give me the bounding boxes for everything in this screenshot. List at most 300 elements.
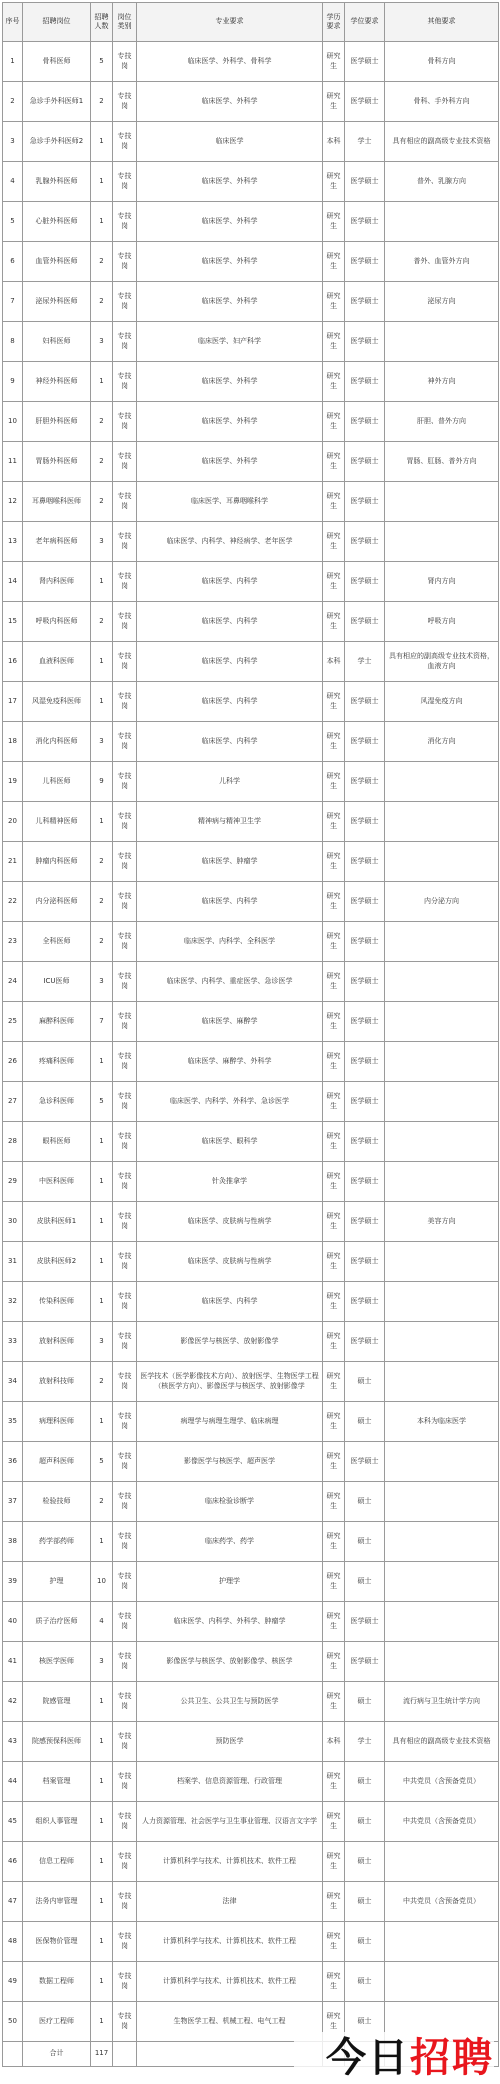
row-education: 研究生 xyxy=(323,602,345,642)
row-count: 2 xyxy=(91,482,113,522)
table-row xyxy=(3,562,499,602)
row-education: 研究生 xyxy=(323,1842,345,1882)
table-row xyxy=(3,1842,499,1882)
row-category: 专技岗 xyxy=(113,562,137,602)
row-index: 45 xyxy=(3,1802,23,1842)
row-degree: 医学硕士 xyxy=(345,242,385,282)
total-empty-cell xyxy=(113,2042,137,2067)
row-index: 11 xyxy=(3,442,23,482)
row-education: 研究生 xyxy=(323,1202,345,1242)
row-category: 专技岗 xyxy=(113,1362,137,1402)
row-category: 专技岗 xyxy=(113,1922,137,1962)
row-index: 24 xyxy=(3,962,23,1002)
row-major: 临床医学、外科学 xyxy=(137,202,323,242)
row-degree: 医学硕士 xyxy=(345,482,385,522)
row-degree: 医学硕士 xyxy=(345,362,385,402)
table-row xyxy=(3,1282,499,1322)
row-count: 2 xyxy=(91,282,113,322)
row-major: 针灸推拿学 xyxy=(137,1162,323,1202)
table-row xyxy=(3,1762,499,1802)
row-position: 急诊手外科医师1 xyxy=(23,82,91,122)
row-category: 专技岗 xyxy=(113,1522,137,1562)
row-index: 48 xyxy=(3,1922,23,1962)
row-index: 34 xyxy=(3,1362,23,1402)
row-category: 专技岗 xyxy=(113,322,137,362)
row-education: 研究生 xyxy=(323,1122,345,1162)
table-row xyxy=(3,1362,499,1402)
row-category: 专技岗 xyxy=(113,1562,137,1602)
row-index: 20 xyxy=(3,802,23,842)
row-degree: 医学硕士 xyxy=(345,322,385,362)
row-education: 研究生 xyxy=(323,1402,345,1442)
row-category: 专技岗 xyxy=(113,722,137,762)
row-education: 研究生 xyxy=(323,1882,345,1922)
row-index: 13 xyxy=(3,522,23,562)
watermark-text-today: 今日 xyxy=(326,2035,410,2081)
row-other: 消化方向 xyxy=(385,722,499,762)
row-index: 37 xyxy=(3,1482,23,1522)
row-index: 50 xyxy=(3,2002,23,2042)
row-degree: 学士 xyxy=(345,1722,385,1762)
row-major: 临床医学、外科学 xyxy=(137,82,323,122)
row-other: 神外方向 xyxy=(385,362,499,402)
row-education: 研究生 xyxy=(323,202,345,242)
row-other: 中共党员（含预备党员） xyxy=(385,1802,499,1842)
row-category: 专技岗 xyxy=(113,762,137,802)
row-degree: 医学硕士 xyxy=(345,402,385,442)
row-category: 专技岗 xyxy=(113,1602,137,1642)
row-count: 2 xyxy=(91,242,113,282)
row-category: 专技岗 xyxy=(113,1762,137,1802)
table-row xyxy=(3,1962,499,2002)
table-row xyxy=(3,1682,499,1722)
row-major: 临床医学、皮肤病与性病学 xyxy=(137,1202,323,1242)
row-category: 专技岗 xyxy=(113,642,137,682)
row-position: 眼科医师 xyxy=(23,1122,91,1162)
row-education: 研究生 xyxy=(323,1242,345,1282)
row-education: 研究生 xyxy=(323,1762,345,1802)
row-index: 23 xyxy=(3,922,23,962)
row-count: 1 xyxy=(91,202,113,242)
row-degree: 医学硕士 xyxy=(345,202,385,242)
row-major: 临床医学、皮肤病与性病学 xyxy=(137,1242,323,1282)
row-count: 3 xyxy=(91,1322,113,1362)
row-count: 1 xyxy=(91,1282,113,1322)
row-major: 临床医学、内科学、外科学、急诊医学 xyxy=(137,1082,323,1122)
row-major: 临床医学 xyxy=(137,122,323,162)
row-degree: 医学硕士 xyxy=(345,1642,385,1682)
row-category: 专技岗 xyxy=(113,842,137,882)
table-row xyxy=(3,1082,499,1122)
row-other xyxy=(385,482,499,522)
row-education: 研究生 xyxy=(323,722,345,762)
row-education: 研究生 xyxy=(323,1002,345,1042)
row-education: 研究生 xyxy=(323,1602,345,1642)
row-position: 皮肤科医师2 xyxy=(23,1242,91,1282)
row-other: 流行病与卫生统计学方向 xyxy=(385,1682,499,1722)
row-count: 1 xyxy=(91,122,113,162)
row-other xyxy=(385,1122,499,1162)
row-category: 专技岗 xyxy=(113,82,137,122)
table-row xyxy=(3,1522,499,1562)
row-education: 研究生 xyxy=(323,1922,345,1962)
row-major: 公共卫生、公共卫生与预防医学 xyxy=(137,1682,323,1722)
total-count: 117 xyxy=(91,2042,113,2067)
row-category: 专技岗 xyxy=(113,402,137,442)
row-degree: 硕士 xyxy=(345,1362,385,1402)
table-header-row xyxy=(3,3,499,42)
row-education: 研究生 xyxy=(323,522,345,562)
row-degree: 医学硕士 xyxy=(345,1042,385,1082)
row-count: 1 xyxy=(91,1882,113,1922)
row-position: 儿科医师 xyxy=(23,762,91,802)
table-row xyxy=(3,1042,499,1082)
row-position: 检验技师 xyxy=(23,1482,91,1522)
row-index: 3 xyxy=(3,122,23,162)
row-major: 临床医学、麻醉学、外科学 xyxy=(137,1042,323,1082)
row-position: 内分泌科医师 xyxy=(23,882,91,922)
row-position: 中医科医师 xyxy=(23,1162,91,1202)
row-index: 17 xyxy=(3,682,23,722)
row-other xyxy=(385,202,499,242)
col-header-category: 岗位类别 xyxy=(113,3,137,42)
row-other xyxy=(385,1282,499,1322)
row-education: 研究生 xyxy=(323,562,345,602)
row-other xyxy=(385,1922,499,1962)
row-major: 临床医学、内科学 xyxy=(137,562,323,602)
row-other xyxy=(385,1322,499,1362)
row-category: 专技岗 xyxy=(113,922,137,962)
row-count: 1 xyxy=(91,1402,113,1442)
row-other xyxy=(385,1562,499,1602)
row-category: 专技岗 xyxy=(113,1322,137,1362)
row-other: 呼吸方向 xyxy=(385,602,499,642)
table-row xyxy=(3,1402,499,1442)
row-major: 临床医学、内科学 xyxy=(137,1282,323,1322)
row-other xyxy=(385,842,499,882)
row-other xyxy=(385,1962,499,2002)
row-category: 专技岗 xyxy=(113,682,137,722)
row-index: 12 xyxy=(3,482,23,522)
row-position: 组织人事管理 xyxy=(23,1802,91,1842)
row-position: 心脏外科医师 xyxy=(23,202,91,242)
table-row xyxy=(3,242,499,282)
row-education: 研究生 xyxy=(323,82,345,122)
row-category: 专技岗 xyxy=(113,1082,137,1122)
row-position: 神经外科医师 xyxy=(23,362,91,402)
row-count: 1 xyxy=(91,1042,113,1082)
row-count: 1 xyxy=(91,1962,113,2002)
row-index: 31 xyxy=(3,1242,23,1282)
row-degree: 医学硕士 xyxy=(345,1082,385,1122)
row-degree: 医学硕士 xyxy=(345,82,385,122)
col-header-major: 专业要求 xyxy=(137,3,323,42)
watermark-text-recruit: 招聘 xyxy=(410,2035,494,2081)
row-category: 专技岗 xyxy=(113,1482,137,1522)
row-major: 临床医学、内科学、神经病学、老年医学 xyxy=(137,522,323,562)
row-position: 风湿免疫科医师 xyxy=(23,682,91,722)
row-count: 1 xyxy=(91,642,113,682)
row-other: 具有相应的副高级专业技术资格 xyxy=(385,122,499,162)
row-other: 肝胆、普外方向 xyxy=(385,402,499,442)
row-education: 研究生 xyxy=(323,1082,345,1122)
row-position: 全科医师 xyxy=(23,922,91,962)
row-other xyxy=(385,1082,499,1122)
row-category: 专技岗 xyxy=(113,1202,137,1242)
row-education: 研究生 xyxy=(323,1362,345,1402)
col-header-education: 学历要求 xyxy=(323,3,345,42)
col-header-index: 序号 xyxy=(3,3,23,42)
table-row xyxy=(3,1162,499,1202)
row-major: 影像医学与核医学、放射影像学 xyxy=(137,1322,323,1362)
row-index: 32 xyxy=(3,1282,23,1322)
table-row xyxy=(3,882,499,922)
row-position: 院感预保科医师 xyxy=(23,1722,91,1762)
row-other: 肾内方向 xyxy=(385,562,499,602)
row-count: 2 xyxy=(91,882,113,922)
row-index: 38 xyxy=(3,1522,23,1562)
row-major: 临床医学、外科学、骨科学 xyxy=(137,42,323,82)
row-position: 消化内科医师 xyxy=(23,722,91,762)
row-degree: 医学硕士 xyxy=(345,922,385,962)
row-position: 传染科医师 xyxy=(23,1282,91,1322)
row-major: 临床医学、麻醉学 xyxy=(137,1002,323,1042)
row-category: 专技岗 xyxy=(113,2002,137,2042)
row-category: 专技岗 xyxy=(113,1682,137,1722)
table-row xyxy=(3,1802,499,1842)
row-position: 急诊手外科医师2 xyxy=(23,122,91,162)
row-position: 妇科医师 xyxy=(23,322,91,362)
row-index: 21 xyxy=(3,842,23,882)
row-count: 1 xyxy=(91,1722,113,1762)
row-index: 49 xyxy=(3,1962,23,2002)
row-major: 临床医学、耳鼻咽喉科学 xyxy=(137,482,323,522)
row-education: 研究生 xyxy=(323,2002,345,2042)
table-row xyxy=(3,1242,499,1282)
table-row xyxy=(3,1122,499,1162)
table-row xyxy=(3,162,499,202)
row-degree: 硕士 xyxy=(345,1802,385,1842)
row-index: 25 xyxy=(3,1002,23,1042)
row-count: 2 xyxy=(91,602,113,642)
row-major: 病理学与病理生理学、临床病理 xyxy=(137,1402,323,1442)
row-other: 泌尿方向 xyxy=(385,282,499,322)
row-major: 医学技术（医学影像技术方向）、放射医学、生物医学工程（核医学方向）、影像医学与核医学、放射影像学 xyxy=(137,1362,323,1402)
table-row xyxy=(3,1202,499,1242)
row-category: 专技岗 xyxy=(113,602,137,642)
row-major: 护理学 xyxy=(137,1562,323,1602)
table-body xyxy=(3,42,499,2067)
row-education: 研究生 xyxy=(323,402,345,442)
row-major: 预防医学 xyxy=(137,1722,323,1762)
row-degree: 硕士 xyxy=(345,1522,385,1562)
row-index: 28 xyxy=(3,1122,23,1162)
row-degree: 医学硕士 xyxy=(345,282,385,322)
row-degree: 医学硕士 xyxy=(345,1202,385,1242)
row-degree: 医学硕士 xyxy=(345,1242,385,1282)
col-header-position: 招聘岗位 xyxy=(23,3,91,42)
row-major: 精神病与精神卫生学 xyxy=(137,802,323,842)
row-degree: 医学硕士 xyxy=(345,1442,385,1482)
row-position: 药学部药师 xyxy=(23,1522,91,1562)
row-category: 专技岗 xyxy=(113,202,137,242)
row-major: 临床医学、内科学 xyxy=(137,602,323,642)
row-index: 18 xyxy=(3,722,23,762)
table-row xyxy=(3,1602,499,1642)
table-row xyxy=(3,1722,499,1762)
row-education: 研究生 xyxy=(323,1322,345,1362)
row-degree: 医学硕士 xyxy=(345,42,385,82)
row-index: 35 xyxy=(3,1402,23,1442)
total-label: 合计 xyxy=(23,2042,91,2067)
row-position: 血液科医师 xyxy=(23,642,91,682)
row-major: 临床医学、内科学 xyxy=(137,882,323,922)
row-count: 7 xyxy=(91,1002,113,1042)
table-row xyxy=(3,1442,499,1482)
row-category: 专技岗 xyxy=(113,482,137,522)
row-category: 专技岗 xyxy=(113,1122,137,1162)
row-other: 普外、乳腺方向 xyxy=(385,162,499,202)
row-position: 核医学医师 xyxy=(23,1642,91,1682)
row-degree: 医学硕士 xyxy=(345,1002,385,1042)
row-count: 2 xyxy=(91,1482,113,1522)
row-education: 研究生 xyxy=(323,1042,345,1082)
row-index: 6 xyxy=(3,242,23,282)
row-other xyxy=(385,802,499,842)
row-position: 血管外科医师 xyxy=(23,242,91,282)
row-index: 27 xyxy=(3,1082,23,1122)
row-index: 19 xyxy=(3,762,23,802)
row-major: 临床药学、药学 xyxy=(137,1522,323,1562)
row-position: 数据工程师 xyxy=(23,1962,91,2002)
row-other xyxy=(385,1002,499,1042)
row-other: 胃肠、肛肠、普外方向 xyxy=(385,442,499,482)
table-row xyxy=(3,282,499,322)
row-position: 超声科医师 xyxy=(23,1442,91,1482)
row-major: 临床医学、外科学 xyxy=(137,442,323,482)
row-category: 专技岗 xyxy=(113,1802,137,1842)
row-category: 专技岗 xyxy=(113,1242,137,1282)
row-category: 专技岗 xyxy=(113,42,137,82)
table-row xyxy=(3,202,499,242)
table-row xyxy=(3,42,499,82)
row-other xyxy=(385,762,499,802)
row-degree: 硕士 xyxy=(345,1922,385,1962)
row-index: 36 xyxy=(3,1442,23,1482)
table-row xyxy=(3,442,499,482)
table-row xyxy=(3,802,499,842)
row-major: 临床医学、眼科学 xyxy=(137,1122,323,1162)
row-category: 专技岗 xyxy=(113,162,137,202)
row-other xyxy=(385,1842,499,1882)
row-category: 专技岗 xyxy=(113,242,137,282)
row-major: 临床医学、外科学 xyxy=(137,362,323,402)
row-position: 皮肤科医师1 xyxy=(23,1202,91,1242)
row-category: 专技岗 xyxy=(113,1282,137,1322)
row-education: 研究生 xyxy=(323,882,345,922)
table-row xyxy=(3,322,499,362)
row-count: 2 xyxy=(91,1362,113,1402)
table-row xyxy=(3,122,499,162)
row-count: 5 xyxy=(91,42,113,82)
row-education: 研究生 xyxy=(323,242,345,282)
row-position: 骨科医师 xyxy=(23,42,91,82)
row-degree: 医学硕士 xyxy=(345,962,385,1002)
row-major: 生物医学工程、机械工程、电气工程 xyxy=(137,2002,323,2042)
row-position: 医疗工程师 xyxy=(23,2002,91,2042)
row-education: 研究生 xyxy=(323,1682,345,1722)
row-count: 2 xyxy=(91,922,113,962)
row-major: 临床医学、内科学 xyxy=(137,722,323,762)
table-row xyxy=(3,722,499,762)
row-category: 专技岗 xyxy=(113,282,137,322)
row-other xyxy=(385,922,499,962)
row-degree: 医学硕士 xyxy=(345,802,385,842)
row-degree: 硕士 xyxy=(345,1842,385,1882)
row-education: 研究生 xyxy=(323,922,345,962)
row-position: 耳鼻咽喉科医师 xyxy=(23,482,91,522)
row-education: 研究生 xyxy=(323,162,345,202)
row-index: 9 xyxy=(3,362,23,402)
row-count: 3 xyxy=(91,722,113,762)
row-index: 22 xyxy=(3,882,23,922)
row-degree: 硕士 xyxy=(345,1962,385,2002)
row-category: 专技岗 xyxy=(113,1882,137,1922)
row-education: 研究生 xyxy=(323,1562,345,1602)
col-header-count: 招聘人数 xyxy=(91,3,113,42)
row-count: 9 xyxy=(91,762,113,802)
row-degree: 硕士 xyxy=(345,1482,385,1522)
row-count: 1 xyxy=(91,1922,113,1962)
recruitment-table-frame xyxy=(2,2,498,2067)
row-major: 计算机科学与技术、计算机技术、软件工程 xyxy=(137,1962,323,2002)
row-category: 专技岗 xyxy=(113,882,137,922)
row-count: 3 xyxy=(91,962,113,1002)
row-other: 具有相应的副高级专业技术资格，血液方向 xyxy=(385,642,499,682)
row-education: 研究生 xyxy=(323,1642,345,1682)
row-education: 研究生 xyxy=(323,1522,345,1562)
row-degree: 医学硕士 xyxy=(345,1282,385,1322)
row-other: 骨科、手外科方向 xyxy=(385,82,499,122)
row-major: 临床医学、妇产科学 xyxy=(137,322,323,362)
row-category: 专技岗 xyxy=(113,1442,137,1482)
row-position: 病理科医师 xyxy=(23,1402,91,1442)
row-count: 1 xyxy=(91,162,113,202)
row-count: 2 xyxy=(91,402,113,442)
row-count: 1 xyxy=(91,362,113,402)
row-other xyxy=(385,322,499,362)
row-index: 1 xyxy=(3,42,23,82)
row-education: 本科 xyxy=(323,642,345,682)
row-major: 临床医学、外科学 xyxy=(137,402,323,442)
row-index: 46 xyxy=(3,1842,23,1882)
row-position: ICU医师 xyxy=(23,962,91,1002)
row-index: 26 xyxy=(3,1042,23,1082)
row-position: 肾内科医师 xyxy=(23,562,91,602)
row-degree: 硕士 xyxy=(345,1882,385,1922)
row-position: 肿瘤内科医师 xyxy=(23,842,91,882)
row-position: 医保物价管理 xyxy=(23,1922,91,1962)
row-degree: 医学硕士 xyxy=(345,1602,385,1642)
row-category: 专技岗 xyxy=(113,802,137,842)
row-index: 33 xyxy=(3,1322,23,1362)
table-row xyxy=(3,82,499,122)
row-position: 肝胆外科医师 xyxy=(23,402,91,442)
row-count: 10 xyxy=(91,1562,113,1602)
row-other xyxy=(385,1242,499,1282)
row-degree: 硕士 xyxy=(345,1762,385,1802)
row-count: 1 xyxy=(91,1802,113,1842)
